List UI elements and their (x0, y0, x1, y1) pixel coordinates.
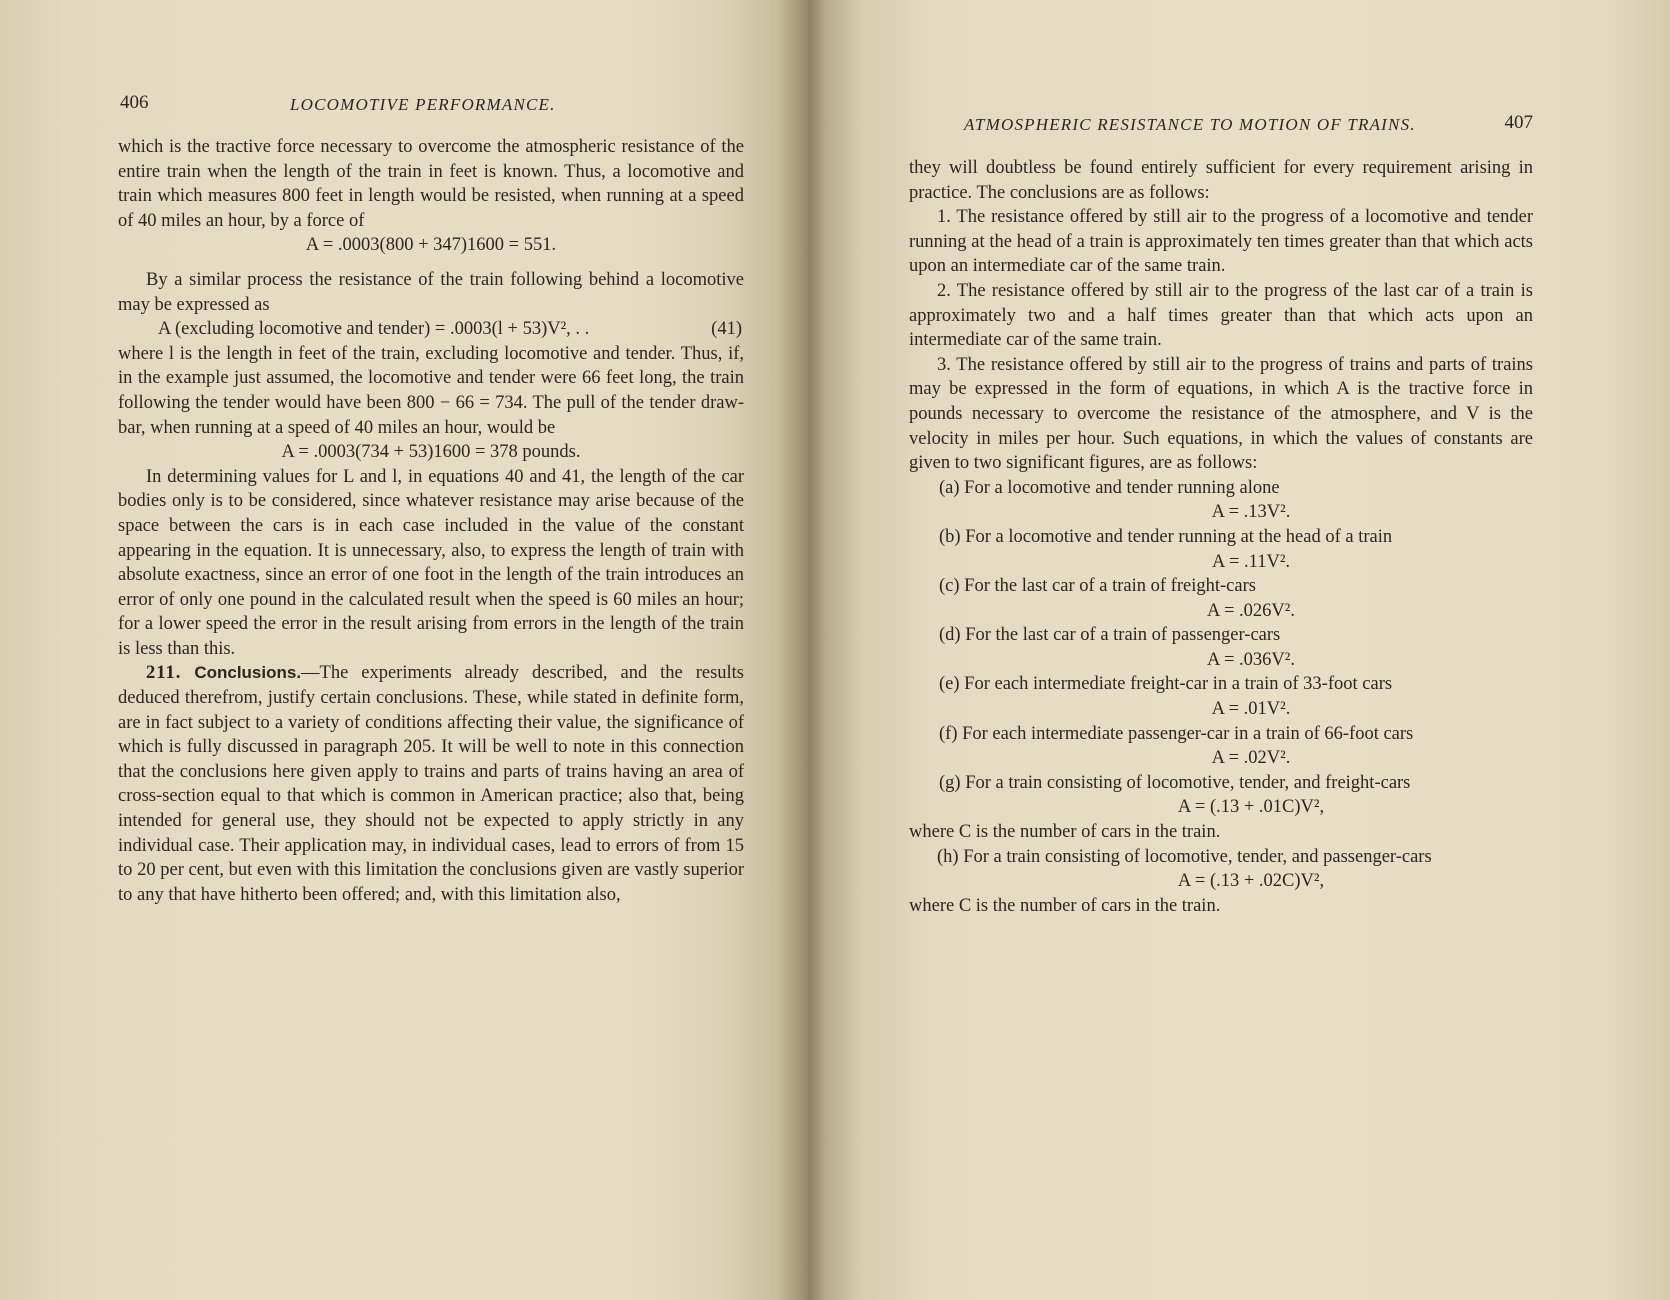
case-equation: A = .01V². (1211, 699, 1291, 720)
section-title: Conclusions. (194, 663, 302, 683)
case-text: For the last car of a train of passenger-cars (965, 625, 1281, 646)
case-item (909, 574, 1533, 599)
case-equation: A = .11V². (1212, 551, 1290, 572)
equation-text: A (excluding locomotive and tender) = .0003(l + 53)V², . . (158, 319, 590, 340)
case-text: For the last car of a train of freight-cars (964, 576, 1256, 597)
section-paragraph (118, 661, 744, 907)
paragraph: which is the tractive force necessary to overcome the atmospheric resistance of the entire train when the length of the train in feet is known. Thus, a locomotive and train which measures 800 feet in length would be resisted, when running at a speed of 40 miles an hour, by a force of (118, 137, 744, 231)
case-item (909, 623, 1533, 648)
case-item (909, 722, 1533, 747)
conclusion-item: 3. The resistance offered by still air to the progress of trains and parts of trains may be expressed in the form of equations, in which A is the tractive force in pounds necessary to overcome the resistance of the atmosphere, and V is the velocity in miles per hour. Such equations, in which the values of constants are given to two significant figures, are as follows: (909, 354, 1533, 474)
conclusion-item: 2. The resistance offered by still air to the progress of the last car of a train is approximately two and a half times greater than that which acts upon an intermediate car of the same train. (909, 280, 1533, 351)
case-text: For each intermediate freight-car in a train of 33-foot cars (964, 674, 1393, 695)
paragraph: where l is the length in feet of the train, excluding locomotive and tender. Thus, if, in the example just assumed, the locomotive and tender were 66 feet long, the train following the tender would have been 800 − 66 = 734. The pull of the tender draw-bar, when running at a speed of 40 miles an hour, would be (118, 343, 744, 438)
case-label: (f) (939, 723, 958, 744)
case-equation: A = .13V². (1211, 502, 1291, 523)
equation-41 (118, 317, 744, 342)
equation-number: (41) (711, 319, 742, 340)
conclusion-item: 1. The resistance offered by still air to the progress of a locomotive and tender running at the head of a train is approximately ten times greater than that which acts upon an intermediate car of the same train. (909, 207, 1533, 277)
case-label: (h) (937, 846, 959, 867)
case-equation: A = .026V². (1207, 600, 1295, 621)
where-note: where C is the number of cars in the train. (909, 895, 1221, 916)
equation: A = .0003(734 + 53)1600 = 378 pounds. (281, 442, 581, 463)
left-body (118, 135, 744, 907)
case-item (909, 476, 1533, 501)
running-head-title: ATMOSPHERIC RESISTANCE TO MOTION OF TRAINS. (964, 115, 1416, 134)
case-item (909, 672, 1533, 697)
paragraph: In determining values for L and l, in equations 40 and 41, the length of the car bodies only is to be considered, since whatever resistance may arise because of the space between the cars is in each case included in the value of the constant appearing in the equation. It is unnecessary, also, to express the length of train with absolute exactness, since an error of one foot in the length of the train introduces an error of only one pound in the calculated result when the speed is 60 miles an hour; for a lower speed the error in the result arising from errors in the length of the train is less than this. (118, 466, 744, 659)
case-label: (e) (939, 674, 960, 695)
case-label: (g) (939, 772, 961, 793)
running-head-title: LOCOMOTIVE PERFORMANCE. (290, 95, 556, 114)
section-number: 211. (146, 663, 182, 684)
case-label: (b) (939, 526, 961, 547)
case-label: (d) (939, 625, 961, 646)
section-text: —The experiments already described, and the results deduced therefrom, justify certain conclusions. These, while stated in definite form, are in fact subject to a variety of conditions affecting their value, the significance of which is fully discussed in paragraph 205. It will be well to note in this connection that the conclusions here given apply to trains and parts of trains having an area of cross-section equal to that which is common in American practice; also that, being intended for general use, they should not be expected to apply strictly in any individual case. Their application may, in individual cases, lead to errors of from 15 to 20 per cent, but even with this limitation the conclusions given are vastly superior to any that have hitherto been offered; and, with this limitation also, (118, 663, 744, 905)
case-item (909, 845, 1533, 870)
case-label: (c) (939, 576, 960, 597)
equation: A = .0003(800 + 347)1600 = 551. (305, 235, 557, 256)
page-number: 406 (120, 92, 149, 113)
where-note: where C is the number of cars in the train. (909, 822, 1221, 843)
case-text: For a locomotive and tender running alone (964, 477, 1280, 498)
case-item (909, 525, 1533, 550)
case-equation: A = .036V². (1207, 649, 1295, 670)
page-number: 407 (1504, 112, 1533, 133)
case-text: For a train consisting of locomotive, tender, and freight-cars (965, 772, 1411, 793)
case-text: For a locomotive and tender running at the head of a train (965, 526, 1393, 547)
case-item (909, 771, 1533, 796)
right-body (909, 156, 1533, 918)
paragraph: they will doubtless be found entirely sufficient for every requirement arising in practice. The conclusions are as follows: (909, 158, 1533, 203)
case-equation: A = (.13 + .01C)V², (1177, 797, 1325, 818)
case-equation: A = (.13 + .02C)V², (1177, 871, 1325, 892)
paragraph: By a similar process the resistance of the train following behind a locomotive may be expressed as (118, 269, 744, 315)
case-equation: A = .02V². (1211, 748, 1291, 769)
case-text: For each intermediate passenger-car in a train of 66-foot cars (962, 723, 1414, 744)
case-label: (a) (939, 477, 960, 498)
case-text: For a train consisting of locomotive, tender, and passenger-cars (963, 846, 1432, 867)
